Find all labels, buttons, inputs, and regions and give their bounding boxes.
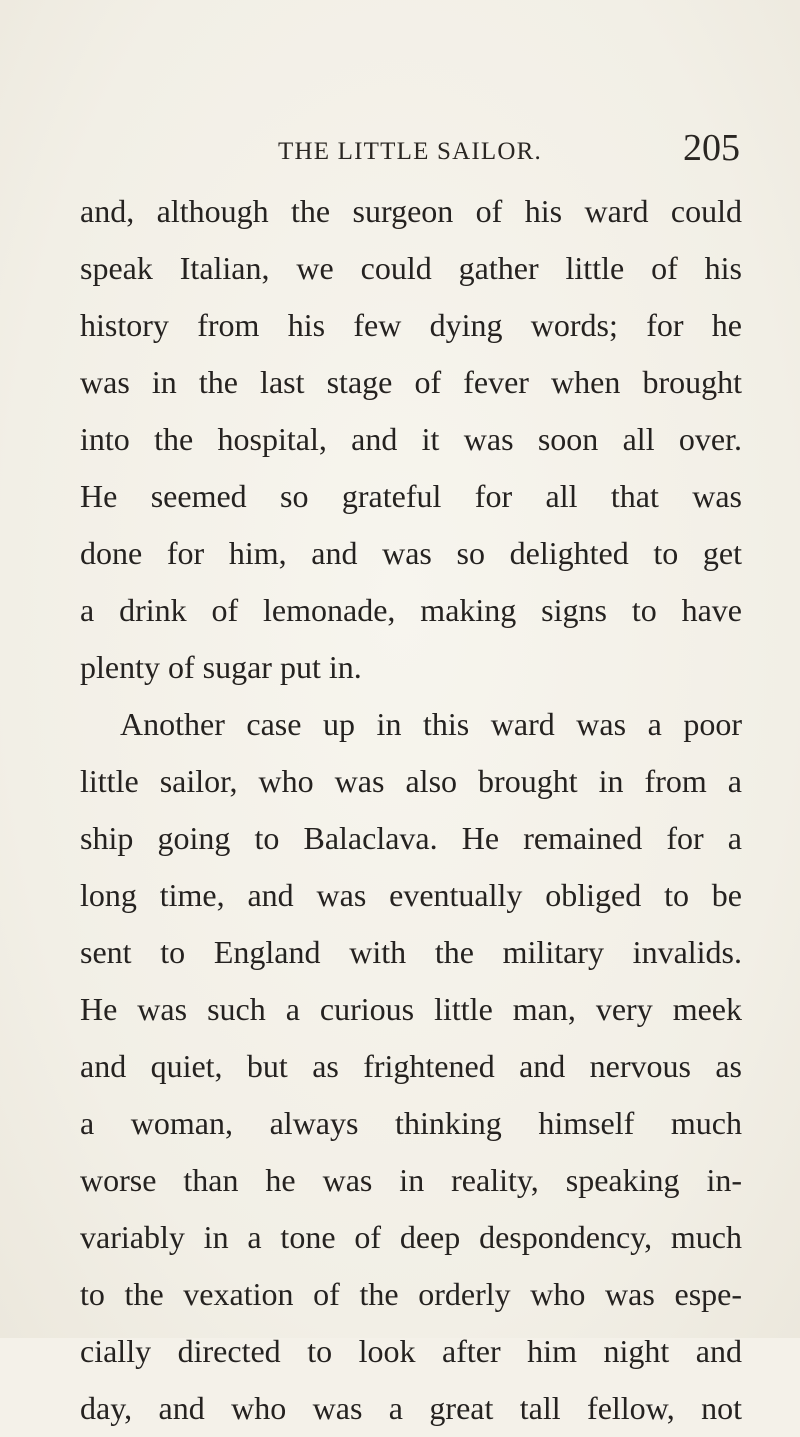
paragraph-start-line: Another case up in this ward was a poor [120, 706, 742, 742]
page-header [80, 127, 740, 182]
body-text [80, 183, 742, 1437]
page-number: 205 [683, 127, 740, 169]
running-title: THE LITTLE SAILOR. [278, 138, 542, 165]
text-line: ship going to Balaclava. He remained for a [80, 820, 742, 856]
text-line: little sailor, who was also brought in from a [80, 763, 742, 799]
text-line: worse than he was in reality, speaking in- [80, 1162, 742, 1198]
text-line: speak Italian, we could gather little of his [80, 250, 742, 286]
text-line: a woman, always thinking himself much [80, 1105, 742, 1141]
text-line: day, and who was a great tall fellow, not [80, 1390, 742, 1426]
paragraph-end-line: plenty of sugar put in. [80, 649, 362, 685]
text-line: He seemed so grateful for all that was [80, 478, 742, 514]
text-line: and quiet, but as frightened and nervous as [80, 1048, 742, 1084]
text-line: cially directed to look after him night and [80, 1333, 742, 1369]
text-line: to the vexation of the orderly who was espe- [80, 1276, 742, 1312]
text-line: a drink of lemonade, making signs to have [80, 592, 742, 628]
text-line: sent to England with the military invalids. [80, 934, 742, 970]
text-line: was in the last stage of fever when brought [80, 364, 742, 400]
text-line: history from his few dying words; for he [80, 307, 742, 343]
text-line: and, although the surgeon of his ward could [80, 193, 742, 229]
text-line: into the hospital, and it was soon all over. [80, 421, 742, 457]
text-line: done for him, and was so delighted to get [80, 535, 742, 571]
text-line: long time, and was eventually obliged to be [80, 877, 742, 913]
text-line: variably in a tone of deep despondency, much [80, 1219, 742, 1255]
text-line: He was such a curious little man, very meek [80, 991, 742, 1027]
